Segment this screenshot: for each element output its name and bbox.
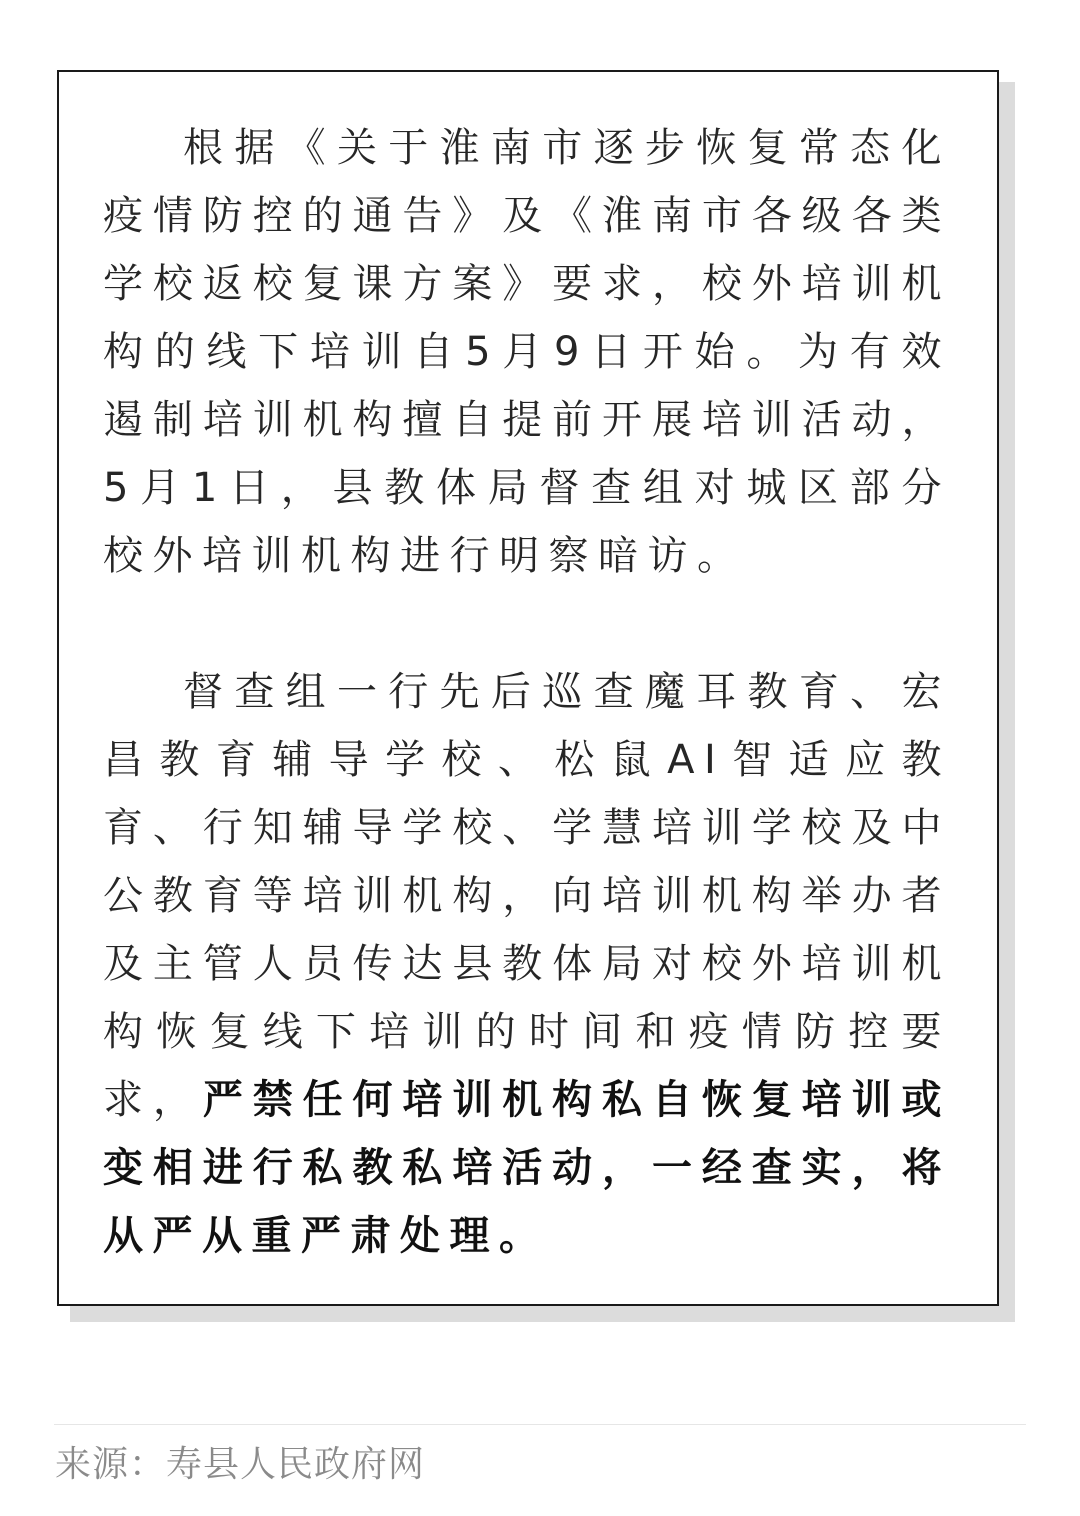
article-paragraph-2 [103, 658, 951, 1270]
footer-divider [54, 1424, 1026, 1425]
paragraph-2-emphasis: 严禁任何培训机构私自恢复培训或变相进行私教私培活动，一经查实，将从严从重严肃处理。 [103, 1077, 951, 1259]
source-credit: 来源：寿县人民政府网 [55, 1444, 426, 1485]
article-card [57, 70, 999, 1306]
article-paragraph-1 [103, 114, 951, 590]
paragraph-1-text: 根据《关于淮南市逐步恢复常态化疫情防控的通告》及《淮南市各级各类学校返校复课方案》要求，校外培训机构的线下培训自5月9日开始。为有效遏制培训机构擅自提前开展培训活动，5月1日，县教体局督查组对城区部分校外培训机构进行明察暗访。 [103, 125, 951, 579]
paragraph-2-text: 督查组一行先后巡查魔耳教育、宏昌教育辅导学校、松鼠AI智适应教育、行知辅导学校、学慧培训学校及中公教育等培训机构，向培训机构举办者及主管人员传达县教体局对校外培训机构恢复线下培训的时间和疫情防控要求， [103, 669, 951, 1123]
